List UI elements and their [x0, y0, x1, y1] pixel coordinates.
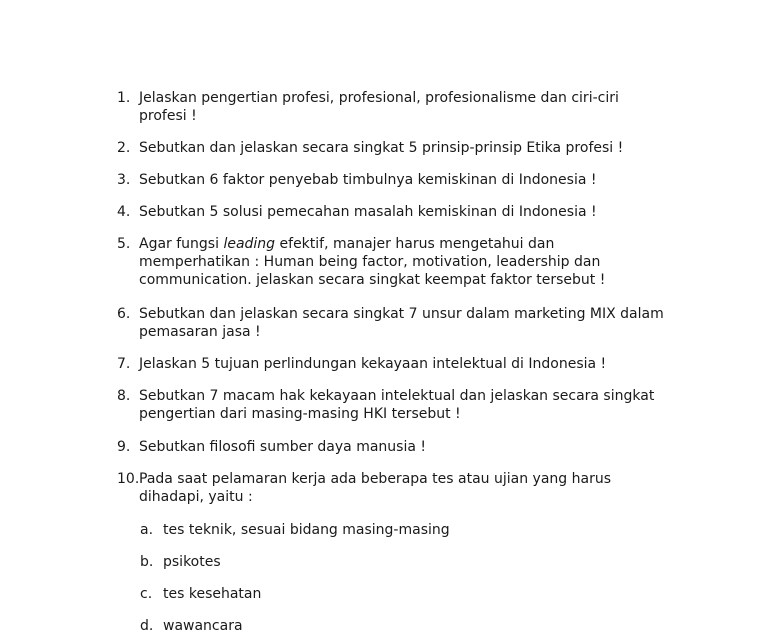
question-text: Jelaskan pengertian profesi, profesional, profesionalisme dan ciri-ciri profesi ! — [139, 90, 619, 124]
question-4 — [117, 203, 677, 221]
question-number: 9. — [117, 439, 131, 455]
question-10 — [117, 470, 677, 506]
question-8 — [117, 387, 677, 423]
question-1 — [117, 89, 677, 125]
sub-item-b — [140, 553, 660, 571]
question-text: Sebutkan dan jelaskan secara singkat 7 unsur dalam marketing MIX dalam pemasaran jasa ! — [139, 306, 664, 340]
question-number: 5. — [117, 236, 131, 252]
question-text: Sebutkan 7 macam hak kekayaan intelektual dan jelaskan secara singkat pengertian dari masing-masing HKI tersebut ! — [139, 388, 655, 422]
question-text: Jelaskan 5 tujuan perlindungan kekayaan intelektual di Indonesia ! — [139, 356, 607, 372]
question-2 — [117, 139, 677, 157]
question-number: 4. — [117, 204, 131, 220]
question-text: Sebutkan 5 solusi pemecahan masalah kemiskinan di Indonesia ! — [139, 204, 597, 220]
sub-item-letter: c. — [140, 586, 153, 602]
question-number: 1. — [117, 90, 131, 106]
question-text: Sebutkan filosofi sumber daya manusia ! — [139, 439, 426, 455]
question-3 — [117, 171, 677, 189]
question-9 — [117, 438, 677, 456]
question-number: 3. — [117, 172, 131, 188]
sub-item-c — [140, 585, 660, 603]
sub-item-text: psikotes — [163, 554, 221, 570]
sub-item-letter: b. — [140, 554, 154, 570]
question-number: 6. — [117, 306, 131, 322]
sub-item-d — [140, 617, 660, 630]
question-text: Sebutkan 6 faktor penyebab timbulnya kemiskinan di Indonesia ! — [139, 172, 597, 188]
question-number: 2. — [117, 140, 131, 156]
question-text: Pada saat pelamaran kerja ada beberapa tes atau ujian yang harus dihadapi, yaitu : — [139, 471, 612, 505]
question-text-emphasis: leading — [223, 236, 276, 252]
question-5 — [117, 235, 677, 289]
sub-item-text: wawancara — [163, 618, 243, 630]
sub-item-text: tes kesehatan — [163, 586, 262, 602]
question-text-post: efektif, manajer harus mengetahui dan memperhatikan : Human being factor, motivation, leadership dan communication. jelaskan secara singkat keempat faktor tersebut ! — [139, 236, 606, 288]
question-6 — [117, 305, 677, 341]
question-number: 10. — [117, 471, 140, 487]
question-number: 8. — [117, 388, 131, 404]
sub-item-letter: a. — [140, 522, 154, 538]
question-7 — [117, 355, 677, 373]
question-text — [139, 235, 629, 289]
sub-item-a — [140, 521, 660, 539]
question-number: 7. — [117, 356, 131, 372]
sub-item-letter: d. — [140, 618, 154, 630]
question-text-pre: Agar fungsi — [139, 236, 224, 252]
sub-item-text: tes teknik, sesuai bidang masing-masing — [163, 522, 450, 538]
question-text: Sebutkan dan jelaskan secara singkat 5 prinsip-prinsip Etika profesi ! — [139, 140, 624, 156]
